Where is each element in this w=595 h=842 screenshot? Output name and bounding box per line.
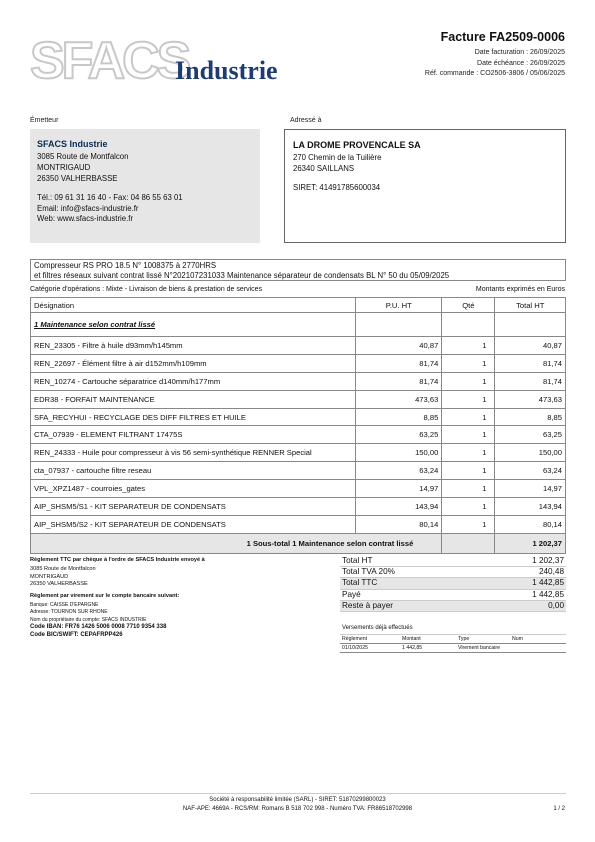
date-facturation: Date facturation : 26/09/2025 (474, 49, 565, 56)
total-ht-value: 1 202,37 (532, 556, 564, 565)
table-row (31, 337, 566, 355)
invoice-title: Facture FA2509-0006 (440, 30, 565, 44)
row-total: 81,74 (495, 372, 566, 390)
row-total: 81,74 (495, 354, 566, 372)
row-quantity: 1 (442, 408, 495, 426)
row-designation: REN_23305 - Filtre à huile d93mm/h145mm (31, 337, 356, 355)
table-row (31, 372, 566, 390)
emitter-box (30, 129, 260, 243)
header-qte: Qté (442, 298, 495, 313)
bank-address: Adresse: TOURNON SUR RHONE (30, 609, 108, 616)
footer-registration: NAF-APE: 4669A - RCS/RM: Romans B 518 702 998 - Numéro TVA: FR86518702998 (182, 806, 413, 812)
row-unit-price: 81,74 (356, 372, 442, 390)
row-quantity: 1 (442, 372, 495, 390)
recipient-label: Adressé à (290, 117, 322, 124)
remaining-label: Reste à payer (342, 600, 393, 610)
row-quantity: 1 (442, 390, 495, 408)
row-total: 63,25 (495, 426, 566, 444)
total-ht-row (340, 556, 566, 567)
remaining-value: 0,00 (548, 600, 564, 610)
row-designation: cta_07937 - cartouche filtre reseau (31, 462, 356, 480)
section-title-row (31, 313, 566, 337)
row-total: 143,94 (495, 498, 566, 516)
total-ttc-value: 1 442,85 (532, 578, 564, 588)
date-echeance: Date échéance : 26/09/2025 (477, 59, 565, 67)
payments-made-table (340, 634, 566, 653)
recipient-name: LA DROME PROVENCALE SA (293, 140, 421, 150)
row-quantity: 1 (442, 354, 495, 372)
row-designation: CTA_07939 - ELEMENT FILTRANT 17475S (31, 426, 356, 444)
iban: Code IBAN: FR76 1426 5006 0008 7710 9354 338 (30, 624, 167, 631)
table-row (31, 408, 566, 426)
row-designation: VPL_XPZ1487 - courroies_gates (31, 480, 356, 498)
payments-header-reglement: Règlement (342, 636, 368, 642)
emitter-name: SFACS Industrie (37, 139, 108, 149)
total-ttc-row (340, 578, 566, 589)
logo-suffix: Industrie (175, 56, 278, 85)
recipient-box (284, 129, 566, 243)
total-tva-row (340, 567, 566, 578)
table-row (31, 480, 566, 498)
payment-type: Virement bancaire (458, 645, 501, 651)
emitter-label: Émetteur (30, 117, 59, 124)
row-unit-price: 80,14 (356, 515, 442, 533)
paid-label: Payé (342, 589, 361, 599)
row-designation: REN_10274 - Cartouche séparatrice d140mm/h177mm (31, 372, 356, 390)
payment-info (30, 557, 320, 639)
row-total: 473,63 (495, 390, 566, 408)
row-quantity: 1 (442, 480, 495, 498)
row-designation: REN_22697 - Élément filtre à air d152mm/h109mm (31, 354, 356, 372)
paid-row (340, 590, 566, 601)
emitter-phone: Tél.: 09 61 31 16 40 - Fax: 04 86 55 63 01 (37, 192, 183, 202)
subtotal-label: 1 Sous-total 1 Maintenance selon contrat lissé (31, 533, 442, 553)
section-title: 1 Maintenance selon contrat lissé (34, 320, 156, 329)
emitter-address3: 26350 VALHERBASSE (37, 173, 118, 183)
total-tva-label: Total TVA 20% (342, 567, 395, 577)
subtotal-value: 1 202,37 (495, 533, 566, 553)
emitter-address2: MONTRIGAUD (37, 162, 91, 172)
table-header (31, 298, 566, 313)
row-designation: REN_24333 - Huile pour compresseur à vis 56 semi-synthétique RENNER Special (31, 444, 356, 462)
cheque-address3: 26350 VALHERBASSE (30, 581, 88, 588)
payments-header-type: Type (458, 636, 470, 642)
row-total: 80,14 (495, 515, 566, 533)
table-row (31, 426, 566, 444)
currency-note: Montants exprimés en Euros (475, 286, 565, 293)
row-quantity: 1 (442, 337, 495, 355)
payments-header (340, 634, 566, 644)
payment-date: 01/10/2025 (342, 645, 368, 651)
bic: Code BIC/SWIFT: CEPAFRPP426 (30, 631, 123, 638)
account-owner: Nom du propriétaire du compte: SFACS INDUSTRIE (30, 616, 147, 623)
payments-made-title: Versements déjà effectués (342, 625, 413, 631)
row-total: 150,00 (495, 444, 566, 462)
recipient-address1: 270 Chemin de la Tuilière (293, 152, 382, 162)
payments-header-montant: Montant (402, 636, 421, 642)
row-quantity: 1 (442, 515, 495, 533)
row-quantity: 1 (442, 462, 495, 480)
payment-row (340, 644, 566, 653)
row-quantity: 1 (442, 444, 495, 462)
logo-brand: SFACS (30, 32, 189, 88)
row-unit-price: 63,25 (356, 426, 442, 444)
table-row (31, 462, 566, 480)
table-row (31, 444, 566, 462)
payments-header-num: Num (512, 636, 523, 642)
emitter-address1: 3085 Route de Montfalcon (37, 151, 129, 161)
header-pu: P.U. HT (356, 298, 442, 313)
remaining-row (340, 601, 566, 612)
description-line2: et filtres réseaux suivant contrat lissé N°202107231033 Maintenance séparateur de condensats BL N° 50 du 05/09/2025 (34, 270, 450, 280)
recipient-siret: SIRET: 41491785600034 (293, 182, 381, 192)
payment-amount: 1 442,85 (402, 645, 423, 651)
table-row (31, 498, 566, 516)
row-total: 63,24 (495, 462, 566, 480)
header-total: Total HT (495, 298, 566, 313)
row-designation: EDR38 - FORFAIT MAINTENANCE (31, 390, 356, 408)
invoice-meta (425, 48, 565, 80)
description-box (30, 259, 566, 281)
cheque-title: Règlement TTC par chèque à l'ordre de SFACS Industrie envoyé à (30, 557, 205, 563)
row-unit-price: 143,94 (356, 498, 442, 516)
emitter-web[interactable]: Web: www.sfacs-industrie.fr (37, 214, 134, 224)
recipient-address2: 26340 SAILLANS (293, 163, 355, 173)
row-designation: AIP_SHSM5/S2 - KIT SEPARATEUR DE CONDENSATS (31, 515, 356, 533)
operations-category: Catégorie d'opérations : Mixte - Livraison de biens & prestation de services (30, 286, 263, 293)
transfer-title: Règlement par virement sur le compte bancaire suivant: (30, 592, 180, 599)
header-designation: Désignation (31, 298, 356, 313)
row-unit-price: 150,00 (356, 444, 442, 462)
row-designation: AIP_SHSM5/S1 - KIT SEPARATEUR DE CONDENSATS (31, 498, 356, 516)
row-total: 8,85 (495, 408, 566, 426)
bank-name: Banque: CAISSE D'EPARGNE (30, 602, 99, 609)
payment-num (538, 644, 560, 652)
page-number: 1 / 2 (553, 806, 565, 812)
row-unit-price: 14,97 (356, 480, 442, 498)
company-logo (28, 28, 288, 88)
table-row (31, 515, 566, 533)
footer-company: Société à responsabilité limitée (SARL) - SIRET: 51870299800023 (209, 797, 386, 803)
footer-divider (30, 793, 566, 794)
table-row (31, 390, 566, 408)
row-total: 14,97 (495, 480, 566, 498)
row-quantity: 1 (442, 498, 495, 516)
subtotal-row (31, 533, 566, 553)
row-unit-price: 81,74 (356, 354, 442, 372)
totals-block (340, 556, 566, 612)
total-ht-label: Total HT (342, 556, 373, 565)
total-tva-value: 240,48 (538, 567, 564, 577)
row-unit-price: 63,24 (356, 462, 442, 480)
paid-value: 1 442,85 (532, 589, 564, 599)
ref-commande: Réf. commande : CO2506-3806 / 05/06/2025 (424, 70, 565, 77)
items-table (30, 297, 566, 554)
row-total: 40,87 (495, 337, 566, 355)
cheque-address1: 3085 Route de Montfalcon (30, 566, 96, 573)
total-ttc-label: Total TTC (342, 578, 378, 588)
description-line1: Compresseur RS PRO 18.5 N° 1008375 à 2770HRS (34, 261, 217, 270)
row-designation: SFA_RECYHUI - RECYCLAGE DES DIFF FILTRES ET HUILE (31, 408, 356, 426)
row-quantity: 1 (442, 426, 495, 444)
cheque-address2: MONTRIGAUD (30, 573, 69, 580)
row-unit-price: 8,85 (356, 408, 442, 426)
row-unit-price: 40,87 (356, 337, 442, 355)
table-row (31, 354, 566, 372)
emitter-email[interactable]: Email: info@sfacs-industrie.fr (37, 203, 139, 213)
row-unit-price: 473,63 (356, 390, 442, 408)
